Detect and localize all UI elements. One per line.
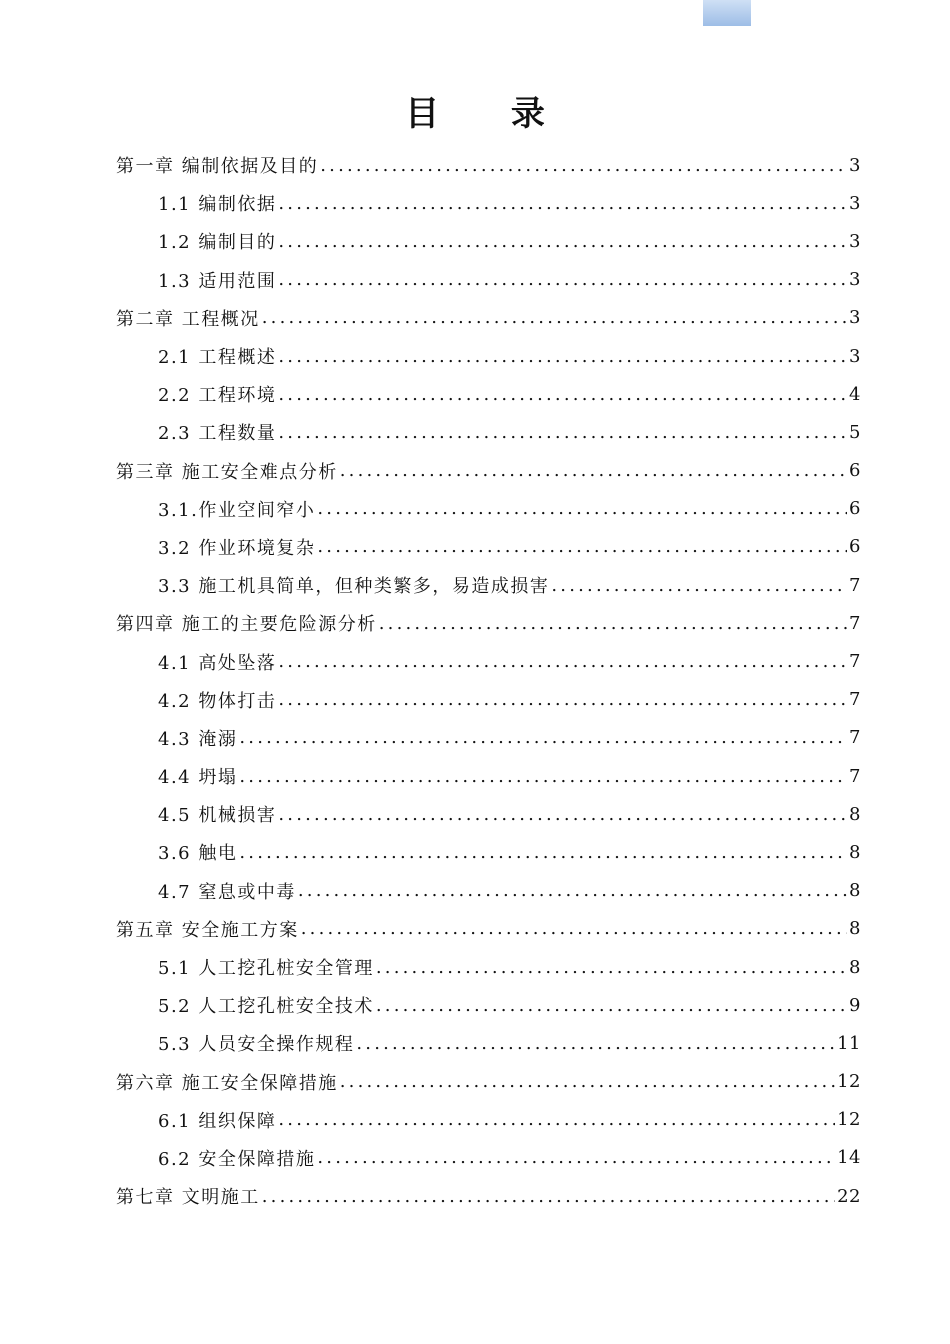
toc-entry-label: 6.1 组织保障	[158, 1110, 277, 1132]
toc-dot-leader	[278, 269, 847, 290]
toc-section-entry[interactable]	[116, 413, 861, 451]
toc-dot-leader	[278, 804, 847, 825]
toc-page-number: 7	[849, 651, 861, 673]
toc-entry-label: 第二章 工程概况	[116, 308, 260, 330]
toc-dot-leader	[278, 422, 847, 443]
toc-page-number: 4	[849, 383, 861, 405]
toc-chapter-entry[interactable]	[116, 910, 861, 948]
toc-page-number: 22	[837, 1185, 861, 1207]
toc-chapter-entry[interactable]	[116, 604, 861, 642]
toc-entry-label: 4.2 物体打击	[158, 690, 277, 712]
toc-page-number: 3	[849, 269, 861, 291]
toc-page-number: 6	[849, 536, 861, 558]
toc-section-entry[interactable]	[116, 222, 861, 260]
toc-section-entry[interactable]	[116, 833, 861, 871]
toc-entry-label: 3.1.作业空间窄小	[158, 499, 316, 521]
toc-page-number: 8	[849, 956, 861, 978]
toc-section-entry[interactable]	[116, 681, 861, 719]
toc-page-number: 3	[849, 154, 861, 176]
toc-section-entry[interactable]	[116, 795, 861, 833]
toc-dot-leader	[278, 651, 847, 672]
toc-dot-leader	[262, 1186, 835, 1207]
toc-entry-label: 第六章 施工安全保障措施	[116, 1072, 338, 1094]
toc-entry-label: 第三章 施工安全难点分析	[116, 461, 338, 483]
toc-dot-leader	[278, 231, 847, 252]
toc-page-number: 8	[849, 918, 861, 940]
toc-entry-label: 1.3 适用范围	[158, 270, 277, 292]
toc-dot-leader	[340, 460, 847, 481]
toc-dot-leader	[317, 498, 847, 519]
toc-section-entry[interactable]	[116, 948, 861, 986]
toc-dot-leader	[239, 842, 847, 863]
toc-section-entry[interactable]	[116, 375, 861, 413]
toc-section-entry[interactable]	[116, 337, 861, 375]
toc-list	[116, 146, 861, 1215]
toc-page-number: 7	[849, 765, 861, 787]
toc-section-entry[interactable]	[116, 757, 861, 795]
toc-chapter-entry[interactable]	[116, 452, 861, 490]
toc-dot-leader	[278, 346, 847, 367]
toc-dot-leader	[278, 384, 847, 405]
toc-dot-leader	[379, 613, 847, 634]
toc-page-number: 14	[837, 1147, 861, 1169]
toc-dot-leader	[317, 1147, 835, 1168]
toc-entry-label: 5.3 人员安全操作规程	[158, 1034, 355, 1056]
toc-page-number: 7	[849, 574, 861, 596]
page-title: 目 录	[405, 94, 575, 134]
toc-entry-label: 4.3 淹溺	[158, 728, 238, 750]
toc-section-entry[interactable]	[116, 566, 861, 604]
toc-section-entry[interactable]	[116, 184, 861, 222]
toc-entry-label: 2.1 工程概述	[158, 347, 277, 369]
corner-tab	[703, 0, 751, 26]
toc-dot-leader	[262, 307, 847, 328]
toc-chapter-entry[interactable]	[116, 299, 861, 337]
toc-entry-label: 6.2 安全保障措施	[158, 1148, 316, 1170]
toc-entry-label: 1.2 编制目的	[158, 232, 277, 254]
toc-page-number: 7	[849, 727, 861, 749]
toc-dot-leader	[340, 1071, 835, 1092]
toc-section-entry[interactable]	[116, 719, 861, 757]
toc-page-number: 7	[849, 612, 861, 634]
toc-dot-leader	[278, 193, 847, 214]
toc-page-number: 8	[849, 803, 861, 825]
toc-page-number: 3	[849, 307, 861, 329]
toc-dot-leader	[551, 575, 847, 596]
toc-page-number: 12	[837, 1071, 861, 1093]
toc-entry-label: 第一章 编制依据及目的	[116, 156, 319, 178]
toc-entry-label: 3.3 施工机具简单，但种类繁多，易造成损害	[158, 576, 550, 598]
toc-section-entry[interactable]	[116, 490, 861, 528]
toc-section-entry[interactable]	[116, 261, 861, 299]
toc-dot-leader	[317, 536, 847, 557]
toc-entry-label: 2.2 工程环境	[158, 385, 277, 407]
toc-entry-label: 1.1 编制依据	[158, 194, 277, 216]
toc-entry-label: 5.1 人工挖孔桩安全管理	[158, 958, 374, 980]
toc-entry-label: 第五章 安全施工方案	[116, 919, 299, 941]
toc-section-entry[interactable]	[116, 642, 861, 680]
toc-dot-leader	[278, 689, 847, 710]
toc-entry-label: 第四章 施工的主要危险源分析	[116, 614, 377, 636]
toc-dot-leader	[356, 1033, 835, 1054]
toc-dot-leader	[376, 995, 847, 1016]
toc-chapter-entry[interactable]	[116, 146, 861, 184]
toc-dot-leader	[301, 918, 847, 939]
toc-page-number: 5	[849, 421, 861, 443]
toc-entry-label: 5.2 人工挖孔桩安全技术	[158, 996, 374, 1018]
toc-page-number: 8	[849, 841, 861, 863]
toc-section-entry[interactable]	[116, 528, 861, 566]
toc-page-number: 12	[837, 1109, 861, 1131]
toc-dot-leader	[278, 1109, 835, 1130]
toc-dot-leader	[239, 727, 847, 748]
toc-chapter-entry[interactable]	[116, 1177, 861, 1215]
toc-entry-label: 2.3 工程数量	[158, 423, 277, 445]
toc-entry-label: 4.7 窒息或中毒	[158, 881, 296, 903]
toc-entry-label: 4.4 坍塌	[158, 767, 238, 789]
toc-section-entry[interactable]	[116, 986, 861, 1024]
toc-dot-leader	[320, 155, 847, 176]
toc-entry-label: 4.5 机械损害	[158, 805, 277, 827]
toc-entry-label: 3.6 触电	[158, 843, 238, 865]
toc-page-number: 7	[849, 689, 861, 711]
toc-page-number: 3	[849, 192, 861, 214]
toc-entry-label: 第七章 文明施工	[116, 1187, 260, 1209]
toc-page-number: 8	[849, 880, 861, 902]
toc-page-number: 6	[849, 460, 861, 482]
toc-page-number: 3	[849, 230, 861, 252]
toc-page-number: 9	[849, 994, 861, 1016]
toc-entry-label: 3.2 作业环境复杂	[158, 537, 316, 559]
toc-page-number: 11	[837, 1032, 861, 1054]
toc-entry-label: 4.1 高处坠落	[158, 652, 277, 674]
toc-page-number: 3	[849, 345, 861, 367]
toc-page-number: 6	[849, 498, 861, 520]
toc-section-entry[interactable]	[116, 872, 861, 910]
toc-section-entry[interactable]	[116, 1024, 861, 1062]
toc-dot-leader	[239, 766, 847, 787]
toc-dot-leader	[376, 957, 847, 978]
toc-chapter-entry[interactable]	[116, 1063, 861, 1101]
toc-section-entry[interactable]	[116, 1139, 861, 1177]
toc-dot-leader	[298, 880, 847, 901]
toc-section-entry[interactable]	[116, 1101, 861, 1139]
